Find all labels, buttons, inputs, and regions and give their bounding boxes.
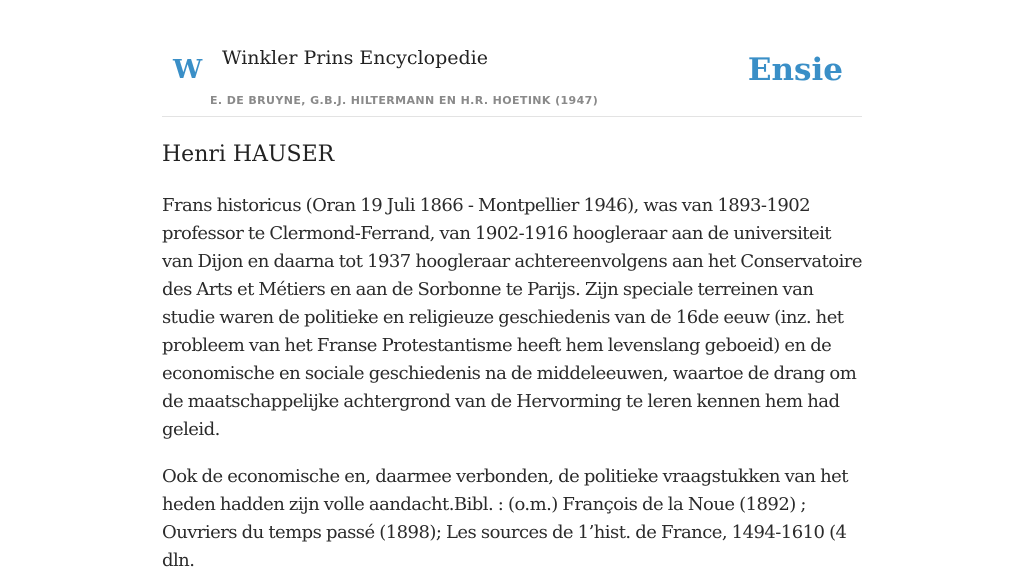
publication-title[interactable]: Winkler Prins Encyclopedie — [222, 47, 488, 69]
article-paragraph-1: Frans historicus (Oran 19 Juli 1866 - Montpellier 1946), was van 1893-1902 professor te Clermond-Ferrand, van 1902-1916 hoogleraar aan de universiteit van Dijon en daarna tot 1937 hoogleraar achtereenvolgens aan het Conservatoire des Arts et Métiers en aan de Sorbonne te Parijs. Zijn speciale terreinen van studie waren de politieke en religieuze geschiedenis van de 16de eeuw (inz. het probleem van het Franse Protestantisme heeft hem levenslang geboeid) en de economische en sociale geschiedenis na de middeleeuwen, waartoe de drang om de maatschappelijke achtergrond van de Hervorming te leren kennen hem had geleid. — [162, 195, 862, 440]
brand-logo-link[interactable]: Ensie — [747, 52, 843, 88]
publication-logo[interactable]: W — [173, 55, 203, 85]
article-paragraph-2: Ook de economische en, daarmee verbonden, de politieke vraagstukken van het heden hadden zijn volle aandacht.Bibl. : (o.m.) François de la Noue (1892) ; Ouvriers du temps passé (1898); Les sources de 1’hist. de France, 1494-1610 (4 dln. — [162, 466, 848, 571]
site-header — [162, 0, 862, 117]
publication-authors: E. DE BRUYNE, G.B.J. HILTERMANN EN H.R. HOETINK (1947) — [210, 94, 599, 107]
article-title: Henri HAUSER — [162, 142, 335, 167]
article — [162, 138, 862, 575]
